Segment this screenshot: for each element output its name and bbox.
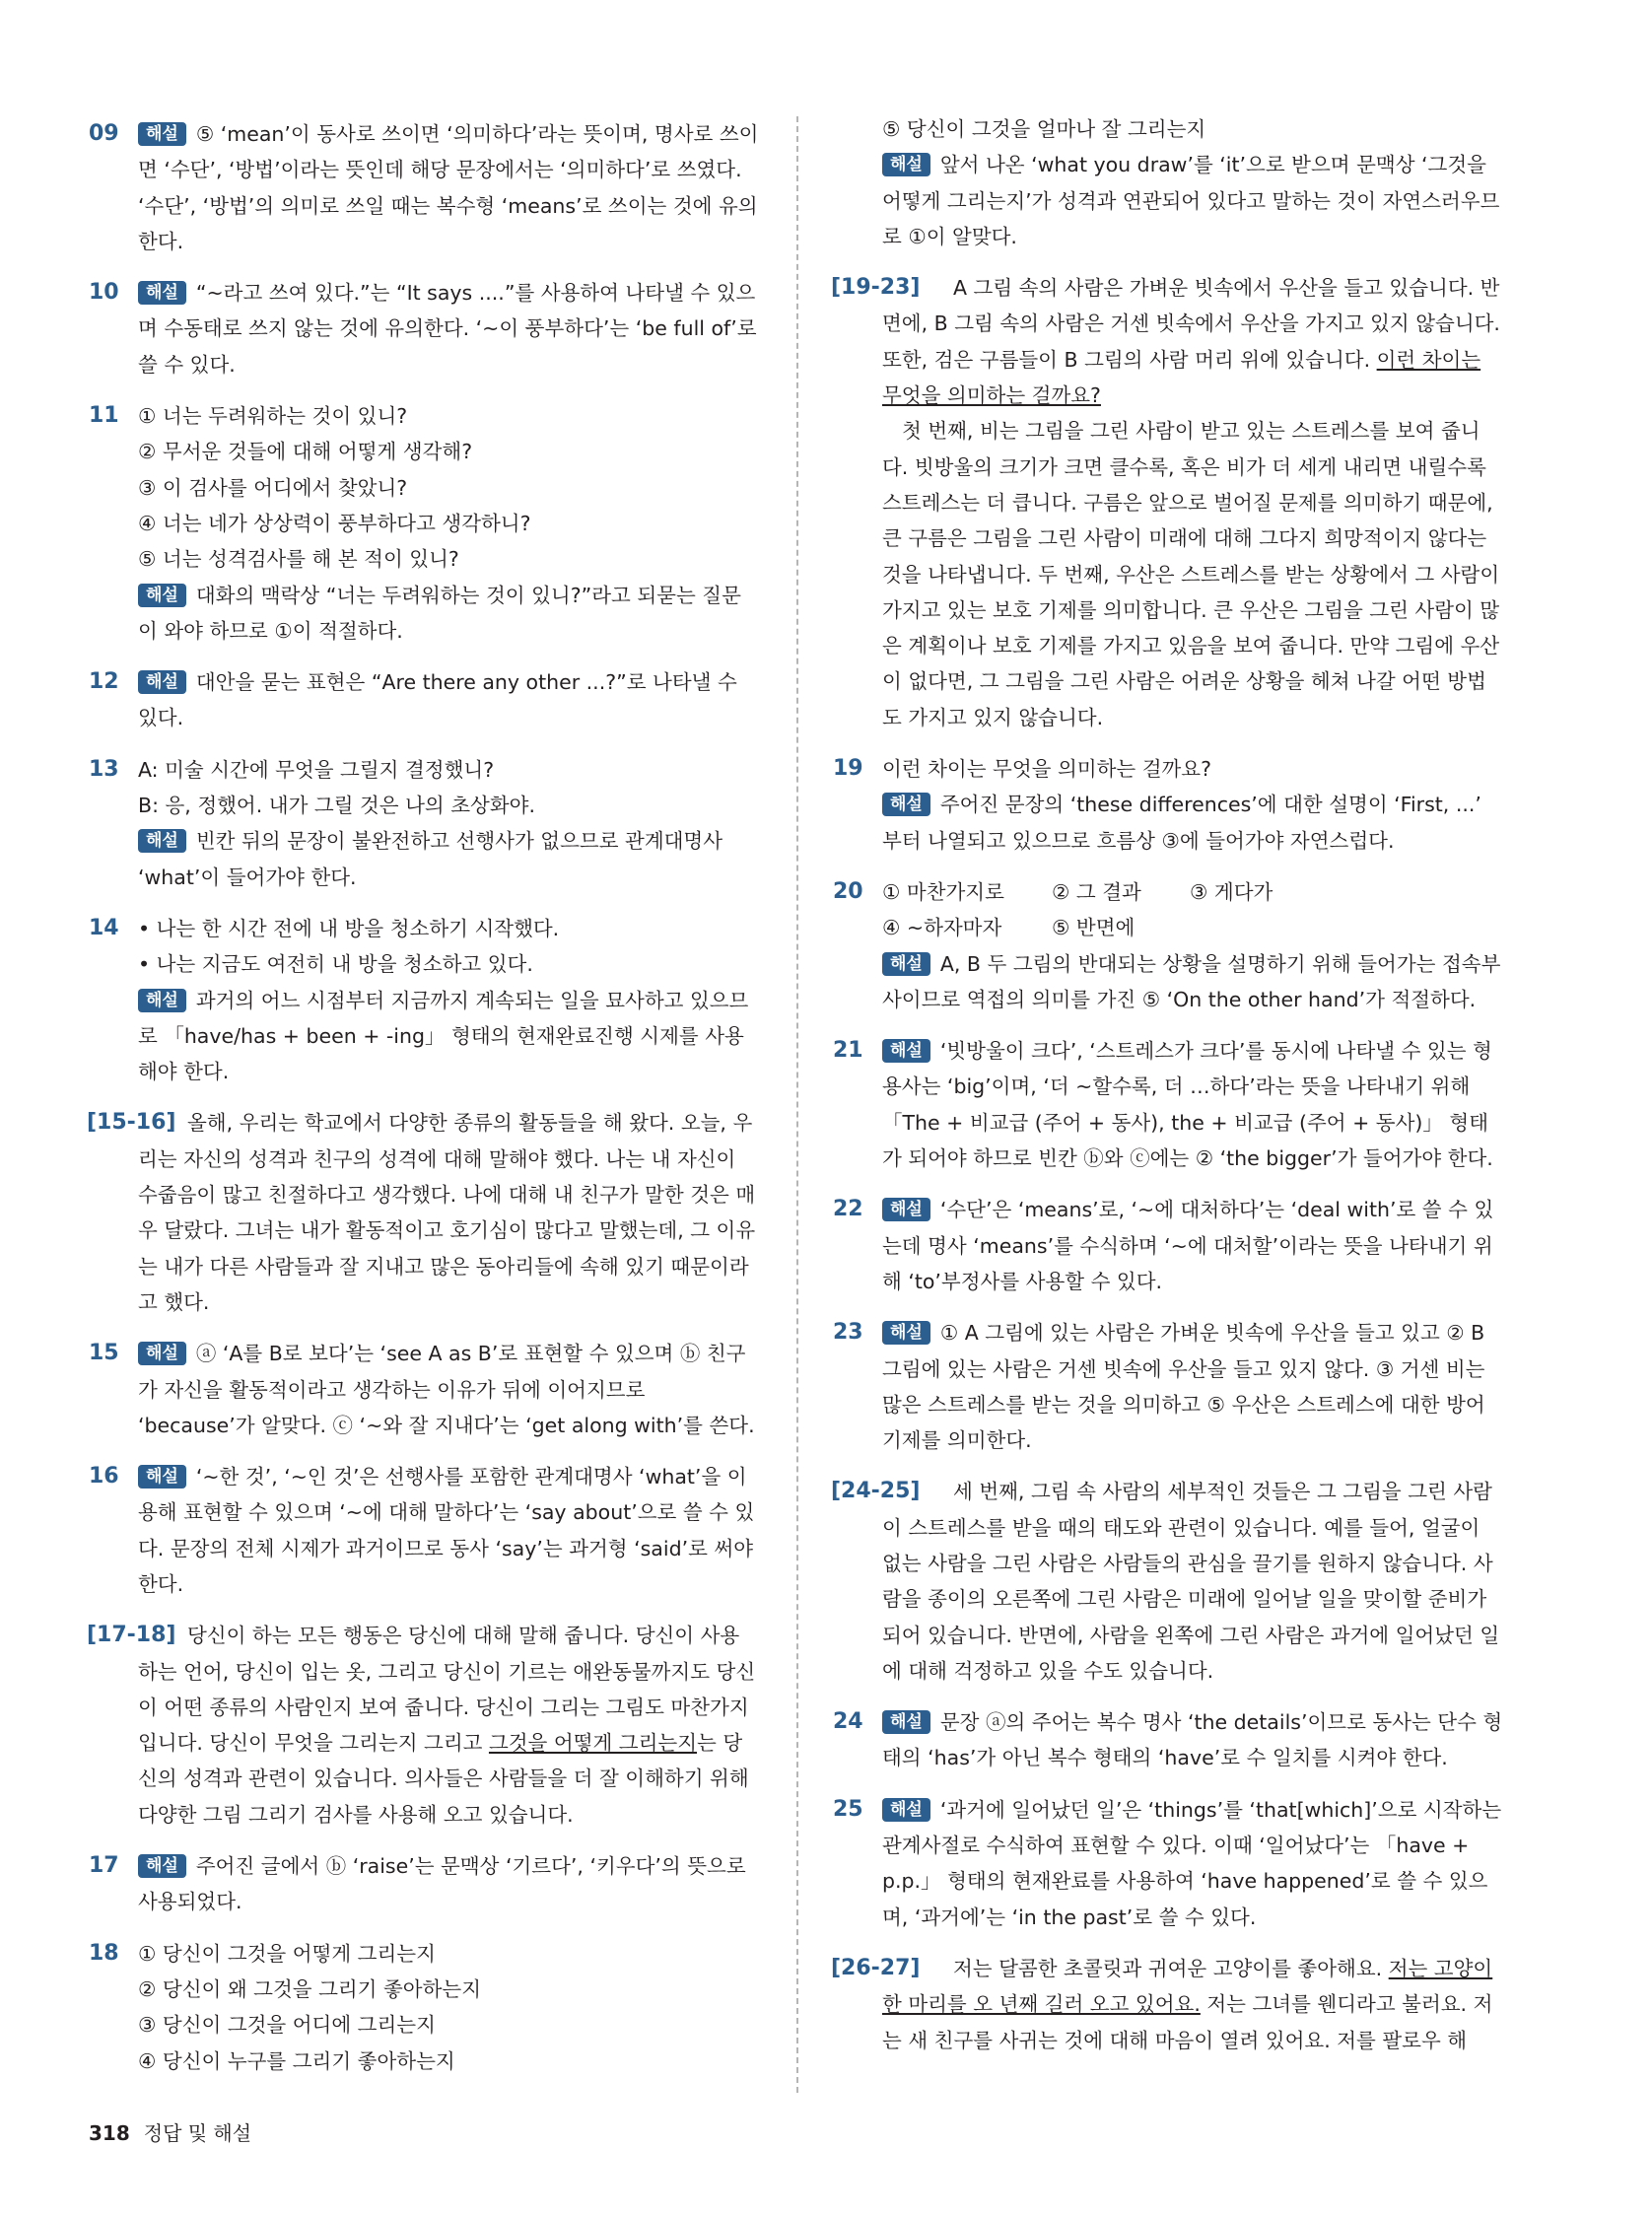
passage-19-23: [833, 270, 1503, 735]
explanation-text: 문장 ⓐ의 주어는 복수 명사 ‘the details’이므로 동사는 단수 형태의 ‘has’가 아닌 복수 형태의 ‘have’로 수 일치를 시켜야 한다.: [882, 1710, 1503, 1770]
explanation-text: 앞서 나온 ‘what you draw’를 ‘it’으로 받으며 문맥상 ‘그것을 어떻게 그리는지’가 성격과 연관되어 있다고 말하는 것이 자연스러우므로 ①이 알맞다.: [882, 153, 1500, 248]
option-line: ⑤ 너는 성격검사를 해 본 적이 있니?: [138, 547, 459, 572]
question-number: 13: [89, 756, 119, 782]
passage-text: 저는 달콤한 초콜릿과 귀여운 고양이를 좋아해요.: [953, 1956, 1389, 1980]
question-number: 19: [833, 756, 863, 782]
option-item: ③ 게다가: [1190, 879, 1273, 904]
question-number: 24: [833, 1709, 863, 1735]
dialogue-line-b: B: 응, 정했어. 내가 그릴 것은 나의 초상화야.: [138, 794, 535, 818]
answer-13: [89, 752, 759, 895]
passage-text: A 그림 속의 사람은 가벼운 빗속에서 우산을 들고 있습니다. 반면에, B 그림 속의 사람은 거센 빗속에서 우산을 가지고 있지 않습니다. 또한, 검은 구름들이 B 그림의 사람 머리 위에 있습니다.: [882, 276, 1500, 372]
explanation-badge: 해설: [138, 584, 186, 607]
option-line: ③ 당신이 그것을 어디에 그리는지: [138, 2013, 436, 2038]
question-number: 15: [89, 1341, 119, 1366]
explanation-badge: 해설: [882, 1710, 930, 1734]
page-footer: [89, 2117, 251, 2146]
passage-17-18: [89, 1618, 759, 1833]
explanation-badge: 해설: [138, 670, 186, 694]
explanation-text: “~라고 쓰여 있다.”는 “It says ....”를 사용하여 나타낼 수 있으며 수동태로 쓰지 않는 것에 유의한다. ‘~이 풍부하다’는 ‘be full of’로 쓸 수 있다.: [138, 281, 757, 377]
underlined-phrase: 이런 차이는 무엇을 의미하는 걸까요?: [882, 347, 1481, 408]
answer-22: [833, 1192, 1503, 1299]
option-line: ① 당신이 그것을 어떻게 그리는지: [138, 1941, 436, 1966]
explanation-text: ‘~한 것’, ‘~인 것’은 선행사를 포함한 관계대명사 ‘what’을 이용해 표현할 수 있으며 ‘~에 대해 말하다’는 ‘say about’으로 쓸 수 있다. 문장의 전체 시제가 과거이므로 동사 ‘say’는 과거형 ‘said’로 써야 한다.: [138, 1465, 755, 1596]
explanation-badge: 해설: [138, 281, 186, 305]
explanation-text: 주어진 글에서 ⓑ ‘raise’는 문맥상 ‘기르다’, ‘키우다’의 뜻으로 사용되었다.: [138, 1854, 746, 1914]
explanation-text: 대화의 맥락상 “너는 두려워하는 것이 있니?”라고 되묻는 질문이 와야 하므로 ①이 적절하다.: [138, 583, 741, 643]
explanation-text: ‘과거에 일어났던 일’은 ‘things’를 ‘that[which]’으로 시작하는 관계사절로 수식하여 표현할 수 있다. 이때 ‘일어났다’는 「have + p.p.」 형태의 현재완료를 사용하여 ‘have happened’로 쓸 수 있으며, ‘과거에’는 ‘in the past’로 쓸 수 있다.: [882, 1797, 1502, 1929]
explanation-badge: 해설: [882, 1198, 930, 1221]
explanation-badge: 해설: [138, 989, 186, 1012]
answer-11: [89, 398, 759, 649]
answer-17: [89, 1848, 759, 1920]
answer-20: [833, 874, 1503, 1017]
question-number: 18: [89, 1940, 119, 1966]
passage-text: 올해, 우리는 학교에서 다양한 종류의 활동들을 해 왔다. 오늘, 우리는 자신의 성격과 친구의 성격에 대해 말해야 했다. 나는 내 자신이 수줍음이 많고 친절하다고 생각했다. 나에 대해 내 친구가 말한 것은 매우 달랐다. 그녀는 내가 활동적이고 호기심이 많다고 말했는데, 그 이유는 내가 다른 사람들과 잘 지내고 많은 동아리들에 속해 있기 때문이라고 했다.: [138, 1111, 756, 1314]
bullet-line: • 나는 한 시간 전에 내 방을 청소하기 시작했다.: [138, 916, 560, 940]
question-number: 23: [833, 1320, 863, 1346]
question-number: 11: [89, 403, 119, 429]
explanation-text: A, B 두 그림의 반대되는 상황을 설명하기 위해 들어가는 접속부사이므로 역접의 의미를 가진 ⑤ ‘On the other hand’가 적절하다.: [882, 951, 1501, 1011]
question-number: 21: [833, 1038, 863, 1064]
option-item: ① 마찬가지로: [882, 879, 1004, 904]
option-item: ④ ~하자마자: [882, 916, 1002, 940]
answer-14: [89, 911, 759, 1089]
option-line: ④ 너는 네가 상상력이 풍부하다고 생각하니?: [138, 511, 531, 535]
explanation-badge: 해설: [138, 1465, 186, 1489]
question-number: 09: [89, 121, 119, 146]
answer-15: [89, 1336, 759, 1443]
answer-16: [89, 1459, 759, 1602]
question-number: 14: [89, 915, 119, 940]
passage-text: 세 번째, 그림 속 사람의 세부적인 것들은 그 그림을 그린 사람이 스트레스를 받을 때의 태도와 관련이 있습니다. 예를 들어, 얼굴이 없는 사람을 그린 사람은 사람들의 관심을 끌기를 원하지 않습니다. 사람을 종이의 오른쪽에 그린 사람은 미래에 일어날 일을 맞이할 준비가 되어 있습니다. 반면에, 사람을 왼쪽에 그린 사람은 과거에 일어났던 일에 대해 걱정하고 있을 수도 있습니다.: [882, 1480, 1500, 1683]
passage-text: 저는 그녀를 웬디라고 불러요. 저는 새 친구를 사귀는 것에 대해 마음이 열려 있어요. 저를 팔로우 해: [882, 1992, 1493, 2052]
answer-18: [89, 1936, 759, 2079]
option-line: ② 무서운 것들에 대해 어떻게 생각해?: [138, 440, 473, 464]
passage-range: [19-23]: [831, 275, 921, 301]
dialogue-line-a: A: 미술 시간에 무엇을 그릴지 결정했니?: [138, 757, 495, 782]
question-number: 16: [89, 1464, 119, 1489]
footer-title: 정답 및 해설: [143, 2121, 252, 2145]
passage-text-paragraph-2: 첫 번째, 비는 그림을 그린 사람이 받고 있는 스트레스를 보여 줍니다. 빗방울의 크기가 크면 클수록, 혹은 비가 더 세게 내리면 내릴수록 스트레스는 더 큽니다. 구름은 앞으로 벌어질 문제를 의미하기 때문에, 큰 구름은 그림을 그린 사람이 미래에 대해 그다지 희망적이지 않다는 것을 나타냅니다. 두 번째, 우산은 스트레스를 받는 상황에서 그 사람이 가지고 있는 보호 기제를 의미합니다. 큰 우산은 그림을 그린 사람이 많은 계획이나 보호 기제를 가지고 있음을 보여 줍니다. 만약 그림에 우산이 없다면, 그 그림을 그린 사람은 어려운 상황을 헤쳐 나갈 어떤 방법도 가지고 있지 않습니다.: [882, 419, 1500, 729]
answer-12: [89, 664, 759, 736]
passage-range: [15-16]: [87, 1110, 176, 1136]
question-number: 12: [89, 669, 119, 695]
explanation-badge: 해설: [138, 1854, 186, 1878]
question-line: 이런 차이는 무엇을 의미하는 걸까요?: [882, 757, 1211, 782]
option-line: ④ 당신이 누구를 그리기 좋아하는지: [138, 2048, 455, 2073]
passage-text: 는 당신의 성격과 관련이 있습니다. 의사들은 사람들을 더 잘 이해하기 위해 다양한 그림 그리기 검사를 사용해 오고 있습니다.: [138, 1731, 749, 1827]
passage-15-16: [89, 1105, 759, 1320]
answer-10: [89, 275, 759, 382]
underlined-phrase: 그것을 어떻게 그리는지: [488, 1731, 698, 1756]
explanation-text: 빈칸 뒤의 문장이 불완전하고 선행사가 없으므로 관계대명사 ‘what’이 들어가야 한다.: [138, 829, 723, 889]
question-number: 25: [833, 1796, 863, 1822]
explanation-text: ‘빗방울이 크다’, ‘스트레스가 크다’를 동시에 나타낼 수 있는 형용사는 ‘big’이며, ‘더 ~할수록, 더 …하다’라는 뜻을 나타내기 위해 「The + 비교급 (주어 + 동사), the + 비교급 (주어 + 동사)」 형태가 되어야 하므로 빈칸 ⓑ와 ⓒ에는 ② ‘the bigger’가 들어가야 한다.: [882, 1039, 1493, 1171]
explanation-text: 주어진 문장의 ‘these differences’에 대한 설명이 ‘First, ...’ 부터 나열되고 있으므로 흐름상 ③에 들어가야 자연스럽다.: [882, 793, 1481, 853]
question-number: 20: [833, 878, 863, 904]
answer-21: [833, 1033, 1503, 1176]
passage-range: [26-27]: [831, 1955, 921, 1980]
explanation-badge: 해설: [882, 153, 930, 176]
answer-23: [833, 1315, 1503, 1458]
answer-25: [833, 1792, 1503, 1935]
explanation-badge: 해설: [138, 122, 186, 146]
explanation-badge: 해설: [138, 829, 186, 853]
passage-26-27: [833, 1951, 1503, 2058]
answer-24: [833, 1704, 1503, 1776]
explanation-text: ⓐ ‘A를 B로 보다’는 ‘see A as B’로 표현할 수 있으며 ⓑ 친구가 자신을 활동적이라고 생각하는 이유가 뒤에 이어지므로 ‘because’가 알맞다. ⓒ ‘~와 잘 지내다’는 ‘get along with’를 쓴다.: [138, 1342, 755, 1437]
answer-09: [89, 116, 759, 259]
explanation-badge: 해설: [882, 1321, 930, 1345]
option-line: ③ 이 검사를 어디에서 찾았니?: [138, 475, 408, 500]
answer-19: [833, 751, 1503, 859]
explanation-text: 대안을 묻는 표현은 “Are there any other ...?”로 나타낼 수 있다.: [138, 670, 737, 730]
explanation-badge: 해설: [882, 952, 930, 976]
left-column: [89, 116, 759, 2095]
option-item: ② 그 결과: [1052, 879, 1141, 904]
bullet-line: • 나는 지금도 여전히 내 방을 청소하고 있다.: [138, 952, 533, 977]
underlined-phrase: 저는 고양이 한 마리를 오 년째 길러 오고 있어요.: [882, 1956, 1493, 2017]
explanation-text: ‘수단’은 ‘means’로, ‘~에 대처하다’는 ‘deal with’로 쓸 수 있는데 명사 ‘means’를 수식하며 ‘~에 대처할’이라는 뜻을 나타내기 위해 ‘to’부정사를 사용할 수 있다.: [882, 1198, 1494, 1293]
explanation-text: ⑤ ‘mean’이 동사로 쓰이면 ‘의미하다’라는 뜻이며, 명사로 쓰이면 ‘수단’, ‘방법’이라는 뜻인데 해당 문장에서는 ‘의미하다’로 쓰였다. ‘수단’, ‘방법’의 의미로 쓰일 때는 복수형 ‘means’로 쓰이는 것에 유의한다.: [138, 122, 759, 253]
question-number: 17: [89, 1853, 119, 1879]
passage-range: [17-18]: [87, 1623, 176, 1648]
column-divider: [796, 116, 798, 2093]
question-number: 22: [833, 1197, 863, 1222]
option-item: ⑤ 반면에: [1052, 916, 1136, 940]
explanation-badge: 해설: [882, 1798, 930, 1822]
question-number: 10: [89, 280, 119, 306]
passage-text: 당신이 하는 모든 행동은 당신에 대해 말해 줍니다. 당신이 사용하는 언어, 당신이 입는 옷, 그리고 당신이 기르는 애완동물까지도 당신이 어떤 종류의 사람인지 보여 줍니다. 당신이 그리는 그림도 마찬가지입니다. 당신이 무엇을 그리는지 그리고: [138, 1624, 756, 1756]
explanation-badge: 해설: [882, 1039, 930, 1063]
passage-24-25: [833, 1474, 1503, 1689]
option-line: ① 너는 두려워하는 것이 있니?: [138, 404, 408, 429]
explanation-text: ① A 그림에 있는 사람은 가벼운 빗속에 우산을 들고 있고 ② B 그림에 있는 사람은 거센 빗속에 우산을 들고 있지 않다. ③ 거센 비는 많은 스트레스를 받는 것을 의미하고 ⑤ 우산은 스트레스에 대한 방어 기제를 의미한다.: [882, 1321, 1485, 1453]
explanation-badge: 해설: [882, 793, 930, 816]
option-line: ⑤ 당신이 그것을 얼마나 잘 그리는지: [882, 117, 1206, 141]
option-line: ② 당신이 왜 그것을 그리기 좋아하는지: [138, 1976, 482, 2001]
page-number: 318: [89, 2121, 130, 2145]
explanation-badge: 해설: [138, 1342, 186, 1365]
right-column: [833, 111, 1503, 2074]
explanation-text: 과거의 어느 시점부터 지금까지 계속되는 일을 묘사하고 있으므로 「have/has + been + -ing」 형태의 현재완료진행 시제를 사용해야 한다.: [138, 988, 749, 1084]
passage-range: [24-25]: [831, 1479, 921, 1504]
answer-18-continued: [833, 111, 1503, 254]
